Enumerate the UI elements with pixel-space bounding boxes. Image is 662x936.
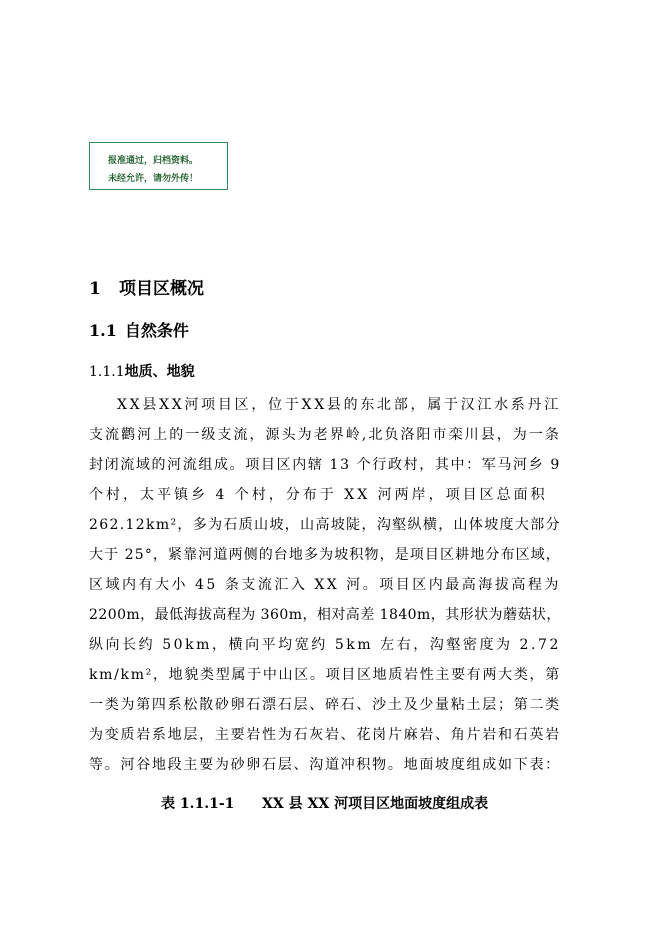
paragraph-line: XX县XX河项目区，位于XX县的东北部，属于汉江水系丹江 [117,397,561,413]
paragraph-line: 为变质岩系地层，主要岩性为石灰岩、花岗片麻岩、角片岩和石英岩 [89,727,561,743]
table-caption-number: 表 1.1.1-1 [161,796,235,812]
subsection-title: 自然条件 [124,321,189,340]
paragraph-line: km/km²，地貌类型属于中山区。项目区地质岩性主要有两大类，第 [89,667,561,683]
paragraph-line: 支流鹳河上的一级支流，源头为老界岭,北负洛阳市栾川县，为一条 [89,427,561,443]
paragraph-line: 大于 25°，紧靠河道两侧的台地多为坡积物，是项目区耕地分布区域， [89,547,561,563]
subsubsection-title: 地质、地貌 [124,364,195,380]
paragraph-line: 个村，太平镇乡 4 个村，分布于 XX 河两岸，项目区总面积 [89,487,548,503]
subsubsection-heading [89,361,195,381]
table-caption [161,793,488,813]
notice-line-2: 未经允许，请勿外传！ [108,174,199,184]
section-heading [89,274,204,299]
paragraph-line: 等。河谷地段主要为砂卵石层、沟道冲积物。地面坡度组成如下表： [89,757,561,773]
paragraph-line: 262.12km²，多为石质山坡，山高坡陡，沟壑纵横，山体坡度大部分 [89,517,561,533]
section-number: 1 [89,279,101,299]
paragraph-line: 区域内有大小 45 条支流汇入 XX 河。项目区内最高海拔高程为 [89,577,561,593]
notice-stamp [89,142,228,190]
paragraph [89,390,561,780]
subsection-number: 1.1 [89,321,117,340]
paragraph-line: 2200m，最低海拔高程为 360m，相对高差 1840m，其形状为蘑菇状， [89,607,561,623]
table-caption-title: XX 县 XX 河项目区地面坡度组成表 [262,796,489,812]
notice-line-1: 报准通过，归档资料。 [108,156,199,166]
subsection-heading [89,318,189,341]
paragraph-line: 一类为第四系松散砂卵石漂石层、碎石、沙土及少量粘土层；第二类 [89,697,561,713]
paragraph-line: 纵向长约 50km，横向平均宽约 5km 左右，沟壑密度为 2.72 [89,637,561,653]
paragraph-line: 封闭流域的河流组成。项目区内辖 13 个行政村，其中：军马河乡 9 [89,457,561,473]
section-title: 项目区概况 [119,279,204,299]
subsubsection-number: 1.1.1 [89,364,125,380]
